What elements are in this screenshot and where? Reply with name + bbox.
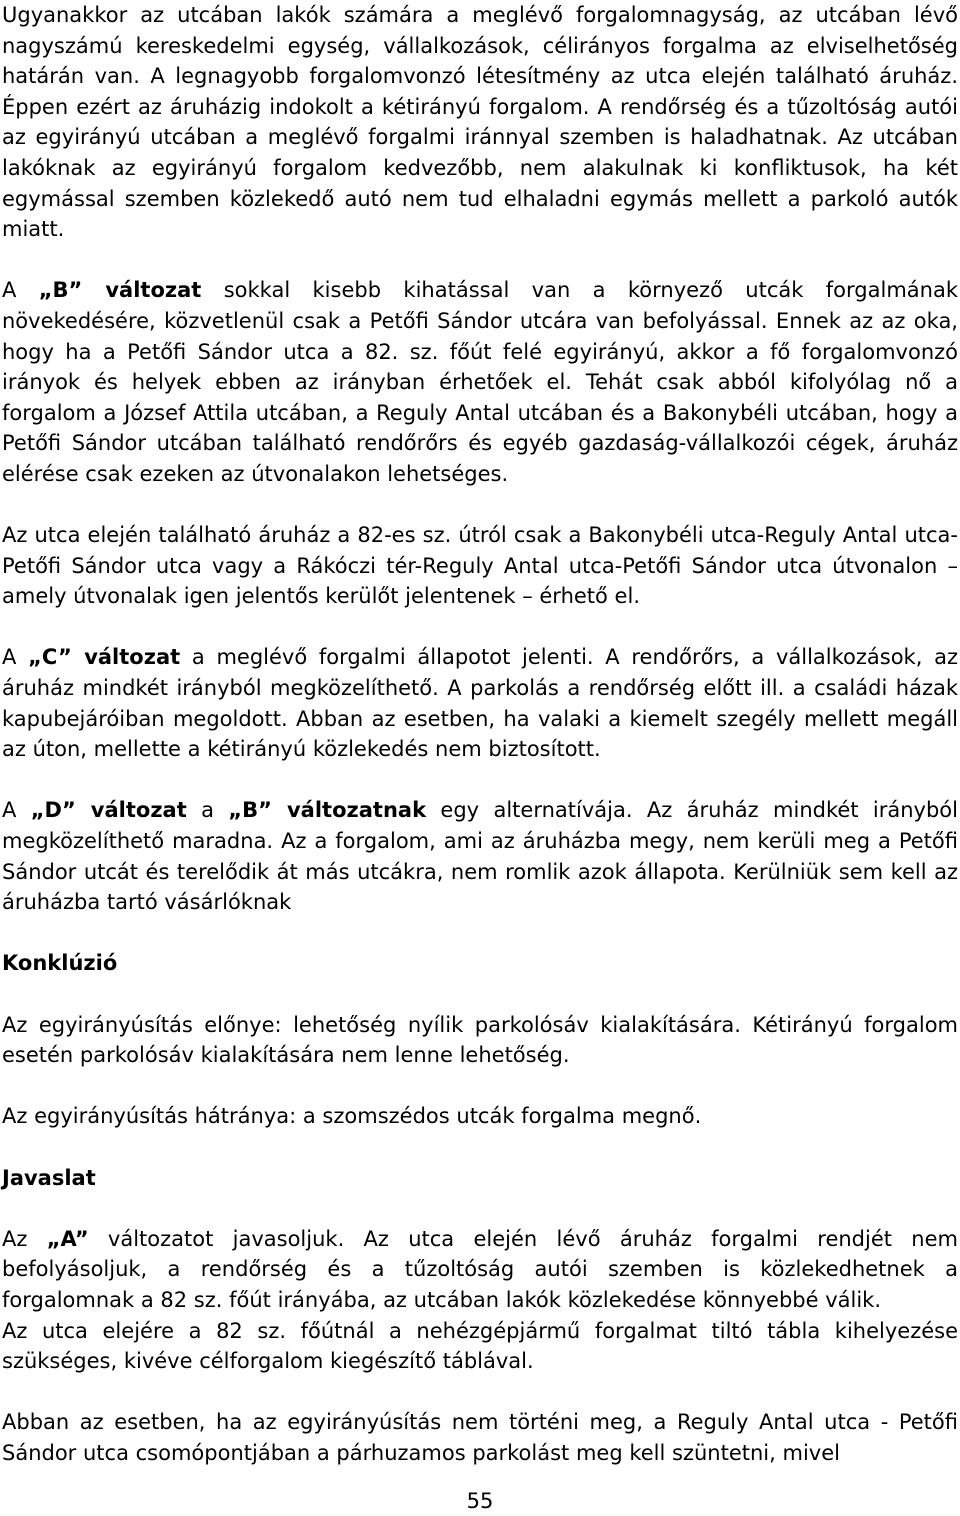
paragraph-text: Az utca elején található áruház a 82-es sz. útról csak a Bakonybéli utca-Reguly Antal utca-Petőfi Sándor utca vagy a Rákóczi tér-Reguly Antal utca-Petőfi Sándor utca útvonalon – amely útvonalak igen jelentős kerülőt jelentenek – érhető el. [2,523,958,609]
paragraph-text: változatot javasoljuk. Az utca elején lévő áruház forgalmi rendjét nem befolyásoljuk, a rendőrség és a tűzoltóság autói szemben is közlekedhetnek a forgalomnak a 82 sz. főút irányába, az utcában lakók közlekedése könnyebbé válik. [2,1226,958,1312]
paragraph-disadvantage: Az egyirányúsítás hátránya: a szomszédos utcák forgalma megnő. [2,1104,702,1129]
paragraph-proposal [2,1224,958,1316]
paragraph-text: sokkal kisebb kihatással van a környező utcák forgalmának növekedésére, közvetlenül csak a Petőfi Sándor utcára van befolyással. Ennek az az oka, hogy ha a Petőfi Sándor utca a 82. sz. főút felé egyirányú, akkor a fő forgalomvonzó irányok és helyek ebben az irányban érhetőek el. Tehát csak abból kifolyólag nő a forgalom a József Attila utcában, a Reguly Antal utcában és a Bakonybéli utcában, hogy a Petőfi Sándor utcában található rendőrőrs és egyéb gazdaság-vállalkozói cégek, áruház elérése csak ezeken az útvonalakon lehetséges. [2,278,958,486]
variant-b-label: „B” változat [38,278,202,303]
variant-b-reference: „B” változatnak [228,798,427,823]
paragraph-prefix: Az [2,1226,47,1251]
paragraph-prefix: A [2,645,29,670]
paragraph-text: egy alternatívája. Az áruház mindkét irányból megközelíthető maradna. Az a forgalom, ami az áruházba megy, nem kerüli meg a Petőfi Sándor utcát és terelődik át más utcákra, nem romlik azok állapota. Kerülniük sem kell az áruházba tartó vásárlóknak [2,798,958,915]
document-body [2,0,958,1499]
paragraph-sign-placement: Az utca elejére a 82 sz. főútnál a nehézgépjármű forgalmat tiltó tábla kihelyezése szükséges, kivéve célforgalom kiegészítő táblával. [2,1318,958,1374]
paragraph-store-access [2,520,958,612]
paragraph-text: Ugyanakkor az utcában lakók számára a meglévő forgalomnagyság, az utcában lévő nagyszámú kereskedelmi egység, vállalkozások, célirányos forgalma az elviselhetőség határán van. A legnagyobb forgalomvonzó létesítmény az utca elején található áruház. Éppen ezért az áruházig indokolt a kétirányú forgalom. A rendőrség és a tűzoltóság autói az egyirányú utcában a meglévő forgalmi iránnyal szemben is haladhatnak. Az utcában lakóknak az egyirányú forgalom kedvezőbb, nem alakulnak ki konfliktusok, ha két egymással szemben közlekedő autó nem tud elhaladni egymás mellett a parkoló autók miatt. [2,3,958,242]
page-number: 55 [466,1489,494,1513]
paragraph-variant-b [2,275,958,489]
paragraph-connector: a [186,798,229,823]
variant-d-label: „D” változat [30,798,187,823]
variant-c-label: „C” változat [28,645,181,670]
paragraph-text: a meglévő forgalmi állapotot jelenti. A rendőrőrs, a vállalkozások, az áruház mindkét irányból megközelíthető. A parkolás a rendőrség előtt ill. a családi házak kapubejáróiban megoldott. Abban az esetben, ha valaki a kiemelt szegély mellett megáll az úton, mellette a kétirányú közlekedés nem biztosított. [2,645,958,762]
paragraph-traffic-situation [2,0,958,245]
paragraph-variant-c [2,642,958,764]
paragraph-variant-d [2,795,958,917]
heading-proposal: Javaslat [2,1165,96,1190]
variant-a-label: „A” [46,1226,89,1251]
paragraph-advantage: Az egyirányúsítás előnye: lehetőség nyílik parkolósáv kialakítására. Kétirányú forgalom esetén parkolósáv kialakítására nem lenne lehetőség. [2,1012,958,1068]
paragraph-prefix: A [2,278,39,303]
paragraph-parking-removal: Abban az esetben, ha az egyirányúsítás nem történi meg, a Reguly Antal utca - Petőfi Sándor utca csomópontjában a párhuzamos parkolást meg kell szüntetni, mivel [2,1410,958,1465]
heading-conclusion: Konklúzió [2,951,118,976]
paragraph-prefix: A [2,798,31,823]
